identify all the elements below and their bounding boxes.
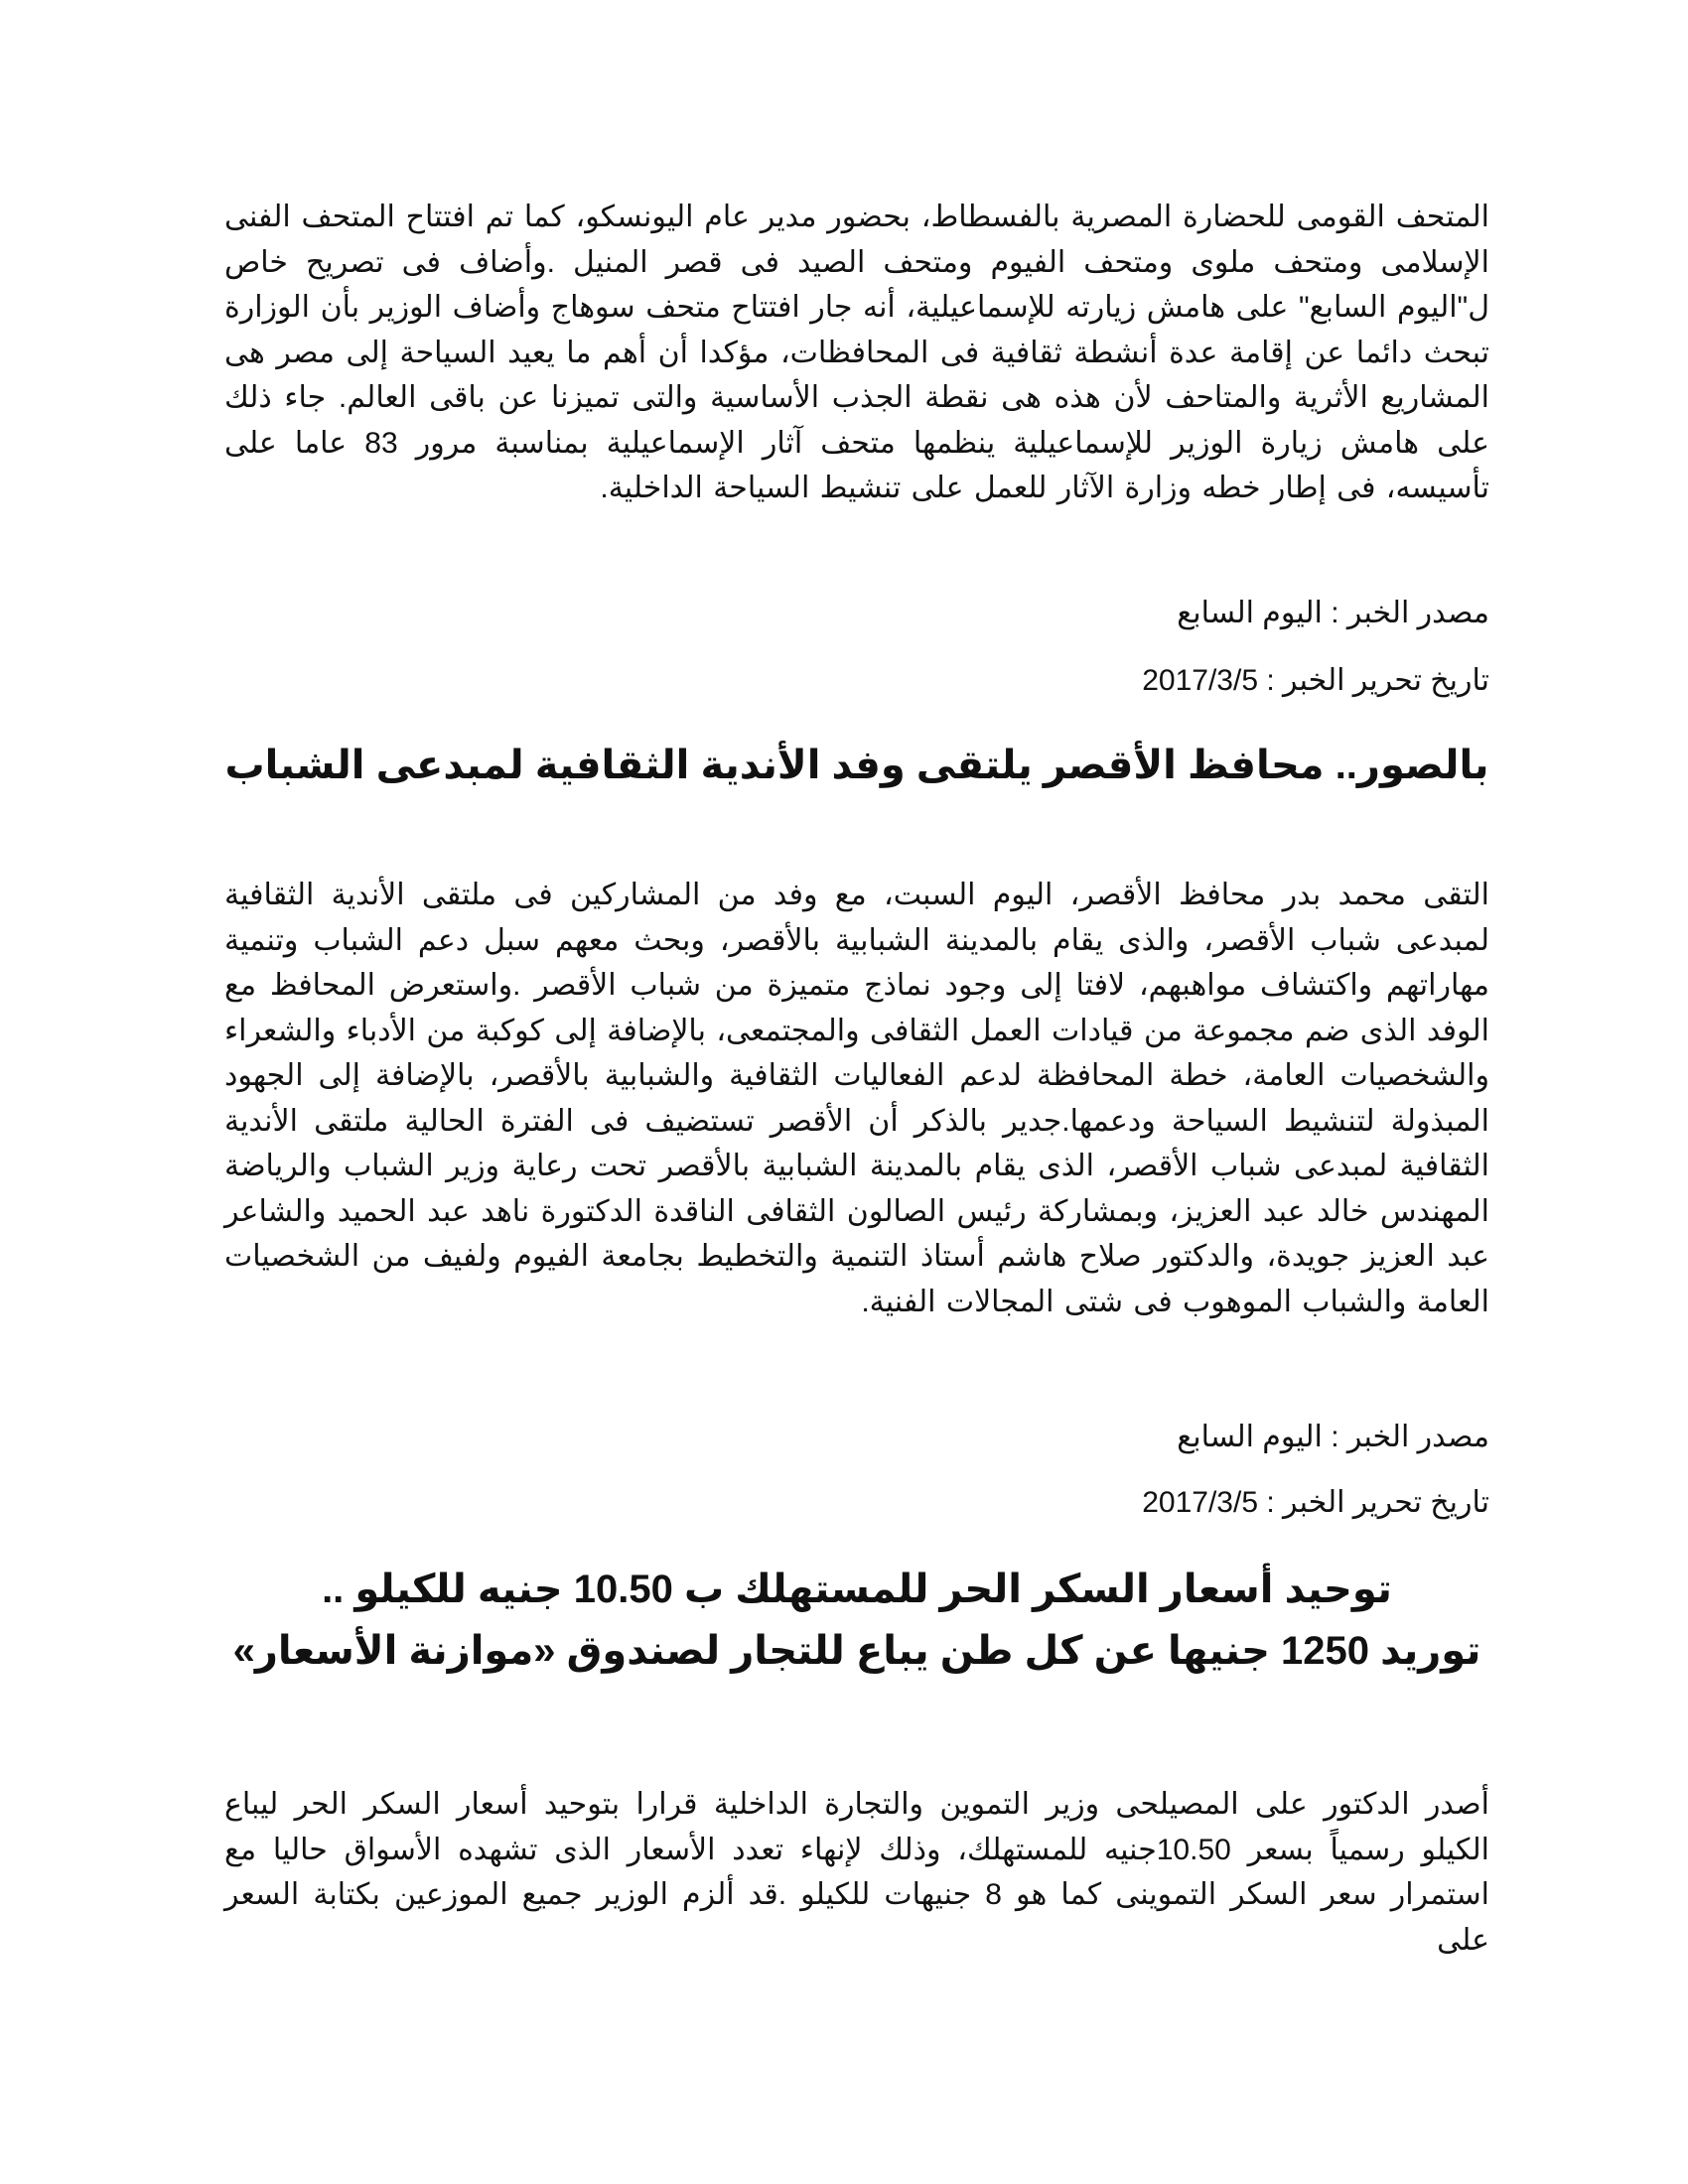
article-2-source-block bbox=[224, 1418, 1489, 1457]
article-2-date: تاريخ تحرير الخبر : 2017/3/5 bbox=[1142, 1486, 1489, 1519]
article-2-body-block bbox=[224, 873, 1489, 1324]
article-3-headline-line-2: توريد 1250 جنيها عن كل طن يباع للتجار لصندوق «موازنة الأسعار» bbox=[232, 1629, 1481, 1673]
article-1-body-block bbox=[224, 195, 1489, 511]
article-3-body: أصدر الدكتور على المصيلحى وزير التموين والتجارة الداخلية قرارا بتوحيد أسعار السكر الحر ليباع الكيلو رسمياً بسعر 10.50جنيه للمستهلك، وذلك لإنهاء تعدد الأسعار الذى تشهده الأسواق حاليا مع استمرار سعر السكر التموينى كما هو 8 جنيهات للكيلو .قد ألزم الوزير جميع الموزعين بكتابة السعر على bbox=[224, 1788, 1489, 1957]
article-1-date-block bbox=[224, 661, 1489, 701]
article-1-source: مصدر الخبر : اليوم السابع bbox=[1177, 597, 1489, 629]
article-1-source-block bbox=[224, 594, 1489, 633]
article-3-headline-line-1: توحيد أسعار السكر الحر للمستهلك ب 10.50 جنيه للكيلو .. bbox=[322, 1568, 1392, 1611]
article-3-body-block bbox=[224, 1782, 1489, 1963]
article-3-headline-block bbox=[224, 1559, 1489, 1682]
article-2-date-block bbox=[224, 1483, 1489, 1523]
article-2-source: مصدر الخبر : اليوم السابع bbox=[1177, 1421, 1489, 1453]
article-1-body: المتحف القومى للحضارة المصرية بالفسطاط، بحضور مدير عام اليونسكو، كما تم افتتاح المتحف الفنى الإسلامى ومتحف ملوى ومتحف الفيوم ومتحف الصيد فى قصر المنيل .وأضاف فى تصريح خاص ل"اليوم السابع" على هامش زيارته للإسماعيلية، أنه جار افتتاح متحف سوهاج وأضاف الوزير بأن الوزارة تبحث دائما عن إقامة عدة أنشطة ثقافية فى المحافظات، مؤكدا أن أهم ما يعيد السياحة إلى مصر هى المشاريع الأثرية والمتاحف لأن هذه هى نقطة الجذب الأساسية والتى تميزنا عن باقى العالم. جاء ذلك على هامش زيارة الوزير للإسماعيلية ينظمها متحف آثار الإسماعيلية بمناسبة مرور 83 عاما على تأسيسه، فى إطار خطه وزارة الآثار للعمل على تنشيط السياحة الداخلية. bbox=[224, 201, 1489, 504]
article-2-headline: بالصور.. محافظ الأقصر يلتقى وفد الأندية الثقافية لمبدعى الشباب bbox=[224, 744, 1489, 787]
article-2-headline-block bbox=[224, 735, 1489, 796]
article-2-body: التقى محمد بدر محافظ الأقصر، اليوم السبت، مع وفد من المشاركين فى ملتقى الأندية الثقافية لمبدعى شباب الأقصر، والذى يقام بالمدينة الشبابية بالأقصر، وبحث معهم سبل دعم الشباب وتنمية مهاراتهم واكتشاف مواهبهم، لافتا إلى وجود نماذج متميزة من شباب الأقصر .واستعرض المحافظ مع الوفد الذى ضم مجموعة من قيادات العمل الثقافى والمجتمعى، بالإضافة إلى كوكبة من الأدباء والشعراء والشخصيات العامة، خطة المحافظة لدعم الفعاليات الثقافية والشبابية بالأقصر، بالإضافة إلى الجهود المبذولة لتنشيط السياحة ودعمها.جدير بالذكر أن الأقصر تستضيف فى الفترة الحالية ملتقى الأندية الثقافية لمبدعى شباب الأقصر، الذى يقام بالمدينة الشبابية بالأقصر تحت رعاية وزير الشباب والرياضة المهندس خالد عبد العزيز، وبمشاركة رئيس الصالون الثقافى الناقدة الدكتورة ناهد عبد الحميد والشاعر عبد العزيز جويدة، والدكتور صلاح هاشم أستاذ التنمية والتخطيط بجامعة الفيوم ولفيف من الشخصيات العامة والشباب الموهوب فى شتى المجالات الفنية. bbox=[224, 879, 1489, 1318]
article-1-date: تاريخ تحرير الخبر : 2017/3/5 bbox=[1142, 664, 1489, 697]
